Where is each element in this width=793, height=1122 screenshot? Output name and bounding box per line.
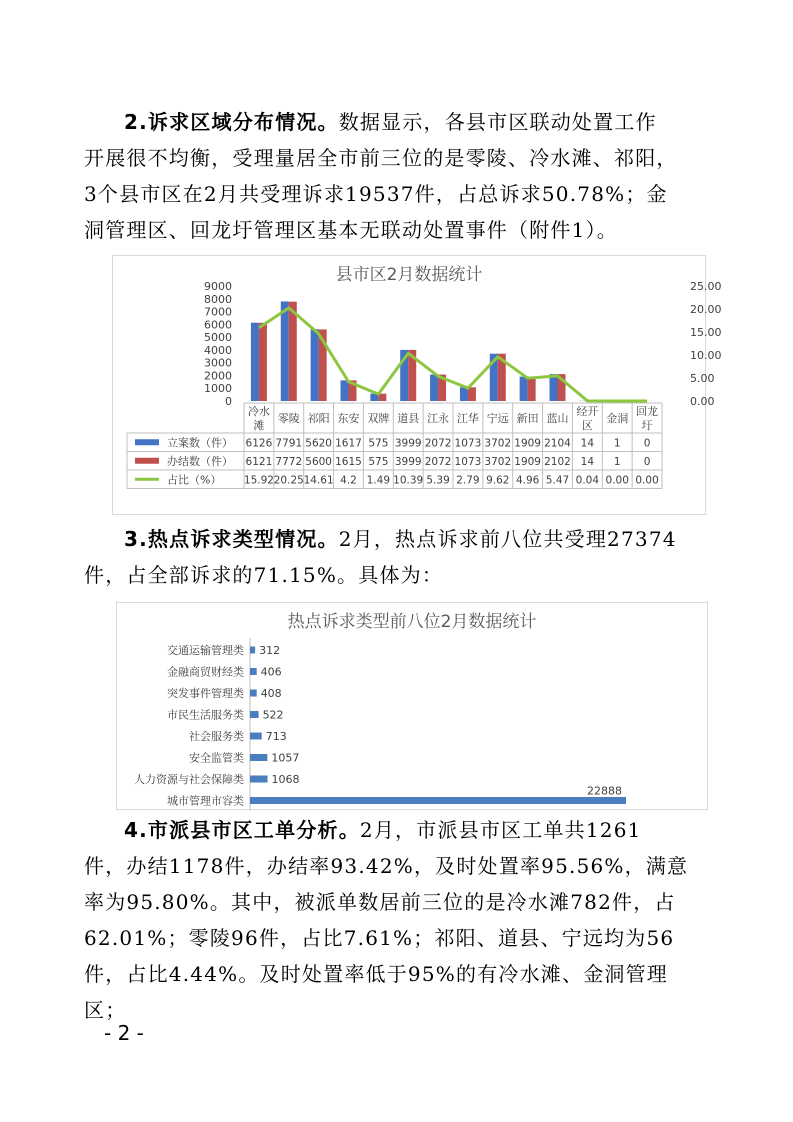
bar [250,733,262,740]
category-label: 江华 [456,412,479,425]
data-label: 522 [262,708,284,722]
legend-key [135,439,159,445]
bar-filed [251,323,259,401]
data-label: 14 [580,455,595,468]
legend-label: 办结数（件） [167,454,233,468]
section-3-line-1: 2月，热点诉求前八位共受理27374 [338,527,677,551]
section-4-line-1: 2月，市派县市区工单共1261 [359,818,642,842]
category-label: 交通运输管理类 [167,644,244,657]
data-label: 14 [580,437,595,450]
bar-closed [528,377,536,401]
data-label: 1615 [335,455,362,468]
category-label: 宁远 [486,412,509,425]
y2-axis-tick-label: 25.00 [690,280,722,293]
category-label: 安全监管类 [189,751,244,765]
category-label: 道县 [397,412,420,425]
data-label: 3702 [484,455,512,468]
bar-filed [460,387,468,401]
category-label: 市民生活服务类 [167,708,244,722]
data-label: 14.61 [303,474,334,487]
county-chart-title: 县市区2月数据统计 [335,265,483,285]
y-axis-tick-label: 4000 [204,343,232,357]
hotspot-chart [116,602,708,810]
data-label: 3999 [394,455,422,468]
data-label: 3702 [484,437,512,450]
data-label: 7772 [275,455,303,468]
category-label: 区 [581,419,593,432]
section-3-paragraph [84,521,704,593]
data-label: 20.25 [273,474,304,487]
category-label: 城市管理市容类 [167,794,244,808]
category-label: 突发事件管理类 [167,687,244,700]
section-2-line-4: 洞管理区、回龙圩管理区基本无联动处置事件（附件1）。 [84,218,618,242]
category-label: 人力资源与社会保障类 [134,773,244,786]
data-label: 0.04 [575,474,600,487]
bar-filed [341,380,349,401]
y2-axis-tick-label: 0.00 [690,395,715,408]
data-label: 2.79 [456,474,480,487]
section-4-paragraph [84,812,704,1028]
section-2-line-2: 开展很不均衡，受理量居全市前三位的是零陵、冷水滩、祁阳， [84,146,678,170]
y-axis-tick-label: 5000 [204,331,232,345]
y-axis-tick-label: 6000 [204,318,232,332]
data-label: 15.92 [243,474,274,487]
data-label: 0 [643,437,651,450]
bar [250,690,257,697]
data-label: 1617 [335,437,362,450]
category-label: 双牌 [367,412,390,425]
section-3-heading: 3.热点诉求类型情况。 [124,527,339,551]
data-label: 1.49 [366,474,391,487]
section-2-line-3: 3个县市区在2月共受理诉求19537件，占总诉求50.78%；金 [84,182,668,206]
section-4-heading: 4.市派县市区工单分析。 [124,818,360,842]
category-label: 金融商贸财经类 [167,665,244,679]
data-label: 0.00 [635,474,659,487]
bar [250,711,259,718]
category-label: 滩 [253,419,265,432]
data-label: 575 [368,455,389,468]
y2-axis-tick-label: 15.00 [690,326,722,339]
y2-axis-tick-label: 20.00 [690,303,722,316]
data-label: 7791 [275,437,303,450]
data-label: 1073 [454,437,482,450]
y-axis-tick-label: 3000 [204,356,232,370]
bar [250,776,268,783]
category-label: 江永 [427,412,450,425]
data-label: 312 [259,644,281,657]
category-label: 零陵 [277,412,300,425]
bar-filed [281,301,289,401]
data-label: 6126 [245,437,273,450]
data-label: 2104 [544,437,571,450]
category-label: 冷水 [247,405,270,418]
bar [250,754,267,761]
data-label: 6121 [245,455,273,468]
data-label: 2072 [424,437,452,450]
county-chart [112,255,722,515]
bar-filed [520,377,528,401]
section-4-line-3: 率为95.80%。其中，被派单数居前三位的是冷水滩782件，占 [84,890,676,914]
data-label: 5.39 [426,474,450,487]
legend-key [135,458,159,464]
data-label: 1 [613,455,621,468]
data-label: 1073 [454,455,482,468]
bar-closed [259,323,267,401]
section-4-line-4: 62.01%；零陵96件，占比7.61%；祁阳、道县、宁远均为56 [84,926,675,950]
y-axis-tick-label: 8000 [204,292,232,306]
data-label: 22888 [587,784,622,798]
data-label: 1068 [271,773,300,786]
category-label: 祁阳 [307,412,330,425]
y2-axis-tick-label: 5.00 [690,372,715,385]
legend-label: 立案数（件） [167,436,233,450]
category-label: 蓝山 [546,412,569,425]
y-axis-tick-label: 2000 [204,369,232,383]
data-label: 9.62 [486,474,510,487]
data-label: 0 [643,455,651,468]
data-label: 5.47 [545,474,570,487]
data-label: 10.39 [393,474,424,487]
category-label: 经开 [576,405,599,418]
data-label: 713 [265,730,287,743]
section-2-paragraph [84,104,704,248]
hotspot-chart-svg [117,603,707,809]
bar [250,647,255,654]
category-label: 东安 [337,412,360,425]
bar [250,797,626,804]
section-4-line-5: 件，占比4.44%。及时处置率低于95%的有冷水滩、金洞管理区； [84,962,668,1022]
data-label: 0.00 [605,474,629,487]
data-label: 1 [613,437,621,450]
data-label: 4.96 [515,474,540,487]
data-label: 408 [260,687,282,700]
bar [250,668,257,675]
hotspot-chart-title: 热点诉求类型前八位2月数据统计 [287,612,537,632]
data-label: 5600 [305,455,333,468]
data-label: 1057 [271,751,300,765]
legend-label: 占比（%） [167,473,222,487]
data-label: 4.2 [340,474,357,487]
data-label: 575 [368,437,389,450]
y-axis-tick-label: 9000 [204,280,232,293]
category-label: 金洞 [606,412,629,425]
data-label: 406 [260,665,282,679]
category-label: 圩 [641,419,653,432]
section-3-line-2: 件，占全部诉求的71.15%。具体为： [84,563,444,587]
bar-filed [550,374,558,401]
bar-closed [468,387,476,401]
data-label: 1909 [514,455,542,468]
section-2-line-1: 数据显示，各县市区联动处置工作 [338,110,657,134]
bar-filed [311,329,319,401]
page-number: - 2 - [104,1021,144,1045]
category-label: 新田 [516,412,539,425]
y-axis-tick-label: 1000 [204,382,232,396]
data-label: 1909 [514,437,542,450]
data-label: 5620 [305,437,333,450]
category-label: 回龙 [636,405,659,418]
y-axis-tick-label: 0 [225,395,232,408]
county-chart-svg [113,256,722,514]
y2-axis-tick-label: 10.00 [690,349,722,362]
bar-closed [289,302,297,401]
section-2-heading: 2.诉求区域分布情况。 [124,110,339,134]
data-label: 3999 [394,437,422,450]
y-axis-tick-label: 7000 [204,305,232,319]
data-label: 2072 [424,455,452,468]
data-label: 2102 [544,455,571,468]
bar-filed [430,375,438,401]
category-label: 社会服务类 [189,730,244,743]
section-4-line-2: 件，办结1178件，办结率93.42%，及时处置率95.56%，满意 [84,854,689,878]
